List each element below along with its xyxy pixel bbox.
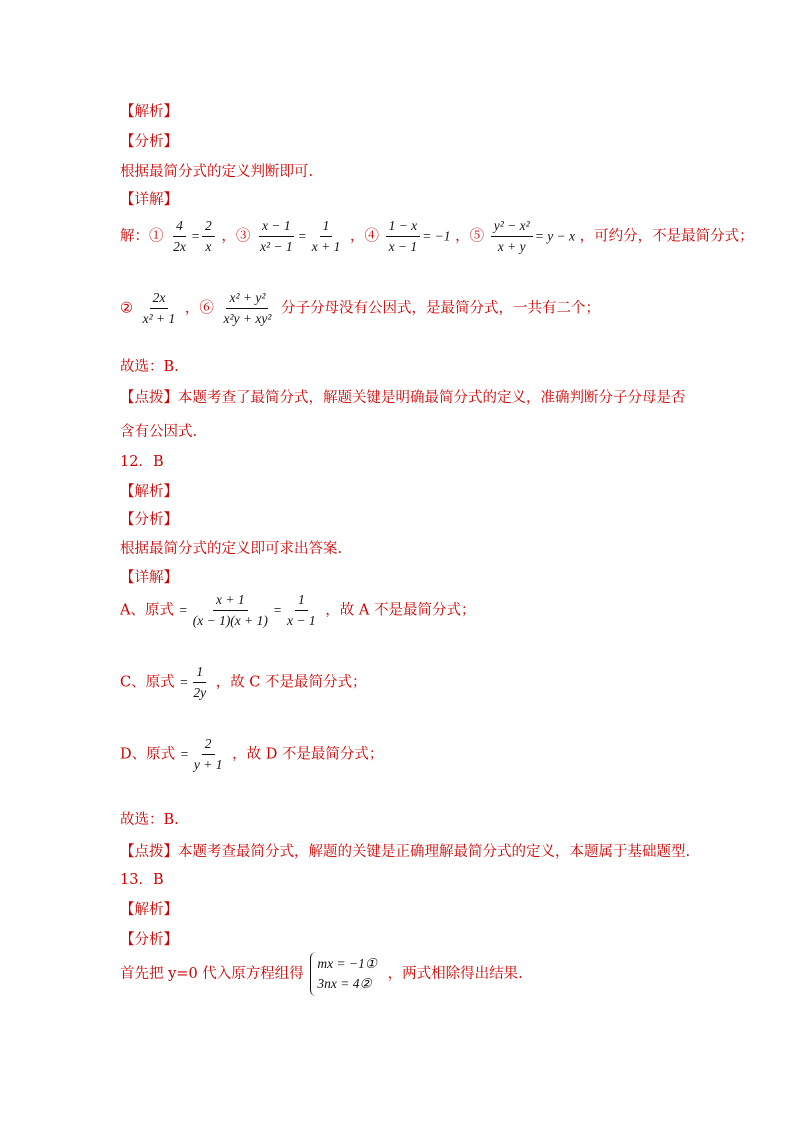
option-a-label: A、原式 [120,602,174,619]
jie-prefix: 解：① [120,228,164,245]
fraction-1: $\frac{4}{2x}$ [173,218,186,254]
fraction-2: $\frac{2x}{\text{x² + 1}}$ [142,290,176,326]
fraction-6: $\frac{\text{x² + y²}}{\text{x²y + xy²}}$ [223,290,272,326]
sep-4: ，④ [349,228,379,245]
equation-1: mx = −1① [317,956,377,971]
q13-analysis-line [120,952,523,996]
sep-3: ，③ [221,228,251,245]
xiangjie-heading-2: 【详解】 [120,570,178,586]
fraction-5-result: = y − x [534,228,576,244]
jiexi-heading-1: 【解析】 [120,104,178,120]
fenxi-heading-1: 【分析】 [120,134,178,150]
option-c-label: C、原式 [120,674,175,691]
guxuan-1: 故选：B. [120,359,179,375]
solution-line-1: 解：① $\frac{4}{2x}$ = $\frac{2}{x}$ ，③ $\frac{x - 1}{\text{x² − 1}}$ = $\frac{1}{x + 1}$ ，④ $\frac{1 - x}{x - 1}$ = −1 ，⑤ $\frac{\text{y² − x²}}{x + y}$ = y − x ，可约分，不是最简分式； [120,218,754,254]
fenxi-text-2: 根据最简分式的定义即可求出答案. [120,541,343,557]
option-c-conclusion: ，故 C 不是最简分式； [215,674,367,691]
circle-2: ② [120,300,133,317]
option-d-conclusion: ，故 D 不是最简分式； [232,746,384,763]
option-d-label: D、原式 [120,746,176,763]
fraction-4: $\frac{1 - x}{x - 1}$ [386,218,421,255]
fraction-4-result: = −1 [422,228,451,244]
dianbo-2: 【点拨】本题考查最简分式，解题的关键是正确理解最简分式的定义，本题属于基础题型. [120,844,691,860]
option-a-conclusion: ，故 A 不是最简分式； [325,602,476,619]
question-13: 13．B [120,872,164,888]
solution-line-2 [120,290,600,327]
fraction-1-result: $\frac{2}{x}$ [202,218,215,255]
option-c-line: C、原式 = $\frac{1}{2y}$ ，故 C 不是最简分式； [120,664,367,700]
q13-text-a: 首先把 y=0 代入原方程组得 [120,966,304,982]
guxuan-2: 故选：B. [120,812,179,828]
conclusion-2: 分子分母没有公因式，是最简分式，一共有二个； [281,300,601,317]
option-d-line: D、原式 = $\frac{2}{y + 1}$ ，故 D 不是最简分式； [120,736,384,772]
equation-system [310,952,381,996]
xiangjie-heading-1: 【详解】 [120,192,178,208]
conclusion-1: ，可约分，不是最简分式； [579,228,754,245]
dianbo-1-a: 【点拨】本题考查了最简分式，解题关键是明确最简分式的定义，准确判断分子分母是否 [120,390,686,406]
option-a-result: $\frac{1}{x - 1}$ [287,592,316,628]
fraction-3-result: $\frac{1}{x + 1}$ [311,218,341,254]
equation-2: 3nx = 4② [317,976,372,991]
dianbo-1-b: 含有公因式. [120,424,198,440]
option-a-line: A、原式 = $\frac{x + 1}{(x - 1)(x + 1)}$ = $\frac{1}{x - 1}$ ，故 A 不是最简分式； [120,592,476,628]
jiexi-heading-3: 【解析】 [120,902,178,918]
fenxi-text-1: 根据最简分式的定义判断即可. [120,164,314,180]
option-c-fraction: $\frac{1}{2y}$ [193,664,207,700]
option-a-fraction: $\frac{x + 1}{(x - 1)(x + 1)}$ [192,592,268,628]
sep-5: ，⑤ [455,228,485,245]
sep-6: ，⑥ [184,300,214,317]
fraction-5: $\frac{\text{y² − x²}}{x + y}$ [491,218,533,255]
option-d-fraction: $\frac{2}{y + 1}$ [193,736,223,772]
jiexi-heading-2: 【解析】 [120,484,178,500]
q13-text-b: ，两式相除得出结果. [387,966,523,982]
question-12: 12．B [120,454,164,470]
fenxi-heading-2: 【分析】 [120,512,178,528]
fraction-3: $\frac{x - 1}{\text{x² − 1}}$ [259,218,293,254]
fenxi-heading-3: 【分析】 [120,932,178,948]
